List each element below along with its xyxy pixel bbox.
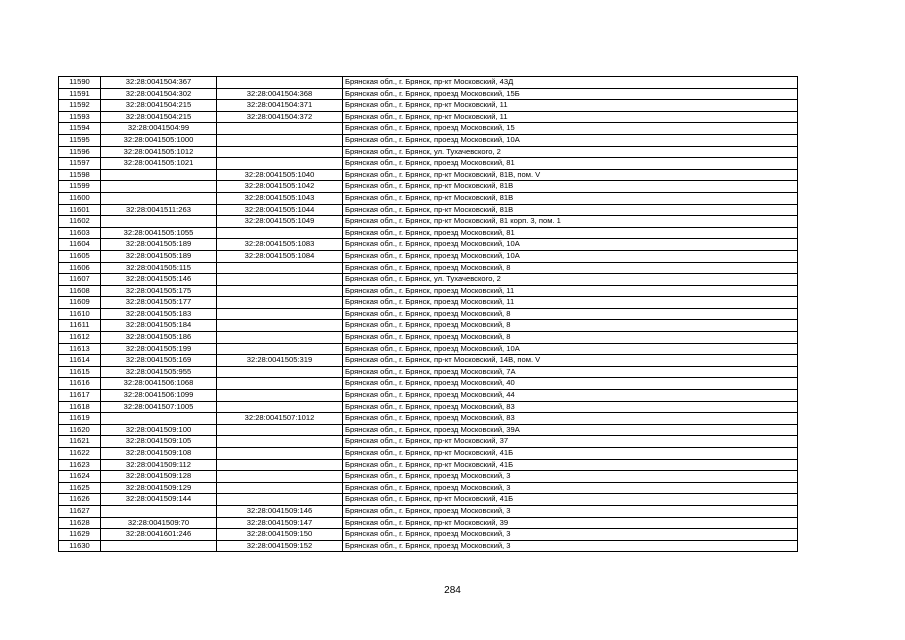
address-cell: Брянская обл., г. Брянск, проезд Московский, 11 — [343, 285, 798, 297]
table-row — [59, 297, 798, 309]
address-cell: Брянская обл., г. Брянск, проезд Московский, 39А — [343, 424, 798, 436]
cadastral-number-cell: 32:28:0041509:105 — [101, 436, 217, 448]
object-cadastral-number-cell — [217, 401, 343, 413]
row-number-cell: 11601 — [59, 204, 101, 216]
cadastral-number-cell: 32:28:0041601:246 — [101, 529, 217, 541]
address-cell: Брянская обл., г. Брянск, проезд Московский, 3 — [343, 505, 798, 517]
register-table — [58, 76, 798, 552]
cadastral-number-cell: 32:28:0041505:955 — [101, 366, 217, 378]
address-cell: Брянская обл., г. Брянск, проезд Московский, 8 — [343, 332, 798, 344]
address-cell: Брянская обл., г. Брянск, проезд Московский, 83 — [343, 401, 798, 413]
address-cell: Брянская обл., г. Брянск, проезд Московский, 3 — [343, 529, 798, 541]
object-cadastral-number-cell — [217, 308, 343, 320]
row-number-cell: 11605 — [59, 250, 101, 262]
table-row — [59, 262, 798, 274]
table-row — [59, 436, 798, 448]
table-row — [59, 517, 798, 529]
row-number-cell: 11590 — [59, 77, 101, 89]
row-number-cell: 11614 — [59, 355, 101, 367]
cadastral-number-cell: 32:28:0041505:183 — [101, 308, 217, 320]
address-cell: Брянская обл., г. Брянск, проезд Московский, 44 — [343, 390, 798, 402]
table-row — [59, 146, 798, 158]
table-row — [59, 401, 798, 413]
cadastral-number-cell: 32:28:0041507:1005 — [101, 401, 217, 413]
address-cell: Брянская обл., г. Брянск, пр-кт Московский, 43Д — [343, 77, 798, 89]
address-cell: Брянская обл., г. Брянск, проезд Московский, 8 — [343, 308, 798, 320]
address-cell: Брянская обл., г. Брянск, пр-кт Московский, 81В — [343, 181, 798, 193]
cadastral-number-cell: 32:28:0041504:367 — [101, 77, 217, 89]
row-number-cell: 11599 — [59, 181, 101, 193]
row-number-cell: 11617 — [59, 390, 101, 402]
address-cell: Брянская обл., г. Брянск, проезд Московский, 10А — [343, 239, 798, 251]
register-table-body — [59, 77, 798, 552]
object-cadastral-number-cell: 32:28:0041505:1043 — [217, 192, 343, 204]
object-cadastral-number-cell — [217, 424, 343, 436]
object-cadastral-number-cell — [217, 77, 343, 89]
row-number-cell: 11603 — [59, 227, 101, 239]
object-cadastral-number-cell: 32:28:0041504:371 — [217, 100, 343, 112]
row-number-cell: 11600 — [59, 192, 101, 204]
address-cell: Брянская обл., г. Брянск, пр-кт Московский, 37 — [343, 436, 798, 448]
cadastral-number-cell: 32:28:0041505:1000 — [101, 134, 217, 146]
cadastral-number-cell: 32:28:0041505:199 — [101, 343, 217, 355]
row-number-cell: 11602 — [59, 216, 101, 228]
cadastral-number-cell: 32:28:0041505:189 — [101, 250, 217, 262]
object-cadastral-number-cell — [217, 134, 343, 146]
address-cell: Брянская обл., г. Брянск, проезд Московский, 3 — [343, 471, 798, 483]
row-number-cell: 11594 — [59, 123, 101, 135]
cadastral-number-cell — [101, 413, 217, 425]
table-row — [59, 494, 798, 506]
table-row — [59, 505, 798, 517]
table-row — [59, 471, 798, 483]
row-number-cell: 11598 — [59, 169, 101, 181]
table-row — [59, 308, 798, 320]
address-cell: Брянская обл., г. Брянск, проезд Московский, 10А — [343, 134, 798, 146]
object-cadastral-number-cell — [217, 285, 343, 297]
row-number-cell: 11606 — [59, 262, 101, 274]
row-number-cell: 11597 — [59, 158, 101, 170]
row-number-cell: 11604 — [59, 239, 101, 251]
object-cadastral-number-cell: 32:28:0041509:146 — [217, 505, 343, 517]
object-cadastral-number-cell — [217, 297, 343, 309]
address-cell: Брянская обл., г. Брянск, проезд Московский, 11 — [343, 297, 798, 309]
cadastral-number-cell — [101, 216, 217, 228]
table-row — [59, 413, 798, 425]
address-cell: Брянская обл., г. Брянск, пр-кт Московский, 11 — [343, 100, 798, 112]
row-number-cell: 11608 — [59, 285, 101, 297]
object-cadastral-number-cell — [217, 343, 343, 355]
object-cadastral-number-cell — [217, 482, 343, 494]
row-number-cell: 11620 — [59, 424, 101, 436]
table-row — [59, 181, 798, 193]
cadastral-number-cell — [101, 505, 217, 517]
cadastral-number-cell — [101, 540, 217, 552]
object-cadastral-number-cell — [217, 274, 343, 286]
object-cadastral-number-cell — [217, 448, 343, 460]
row-number-cell: 11628 — [59, 517, 101, 529]
address-cell: Брянская обл., г. Брянск, пр-кт Московский, 81 корп. 3, пом. 1 — [343, 216, 798, 228]
table-row — [59, 285, 798, 297]
address-cell: Брянская обл., г. Брянск, проезд Московский, 10А — [343, 343, 798, 355]
object-cadastral-number-cell — [217, 366, 343, 378]
table-row — [59, 158, 798, 170]
row-number-cell: 11595 — [59, 134, 101, 146]
object-cadastral-number-cell: 32:28:0041509:150 — [217, 529, 343, 541]
row-number-cell: 11609 — [59, 297, 101, 309]
row-number-cell: 11607 — [59, 274, 101, 286]
table-row — [59, 100, 798, 112]
address-cell: Брянская обл., г. Брянск, проезд Московский, 81 — [343, 158, 798, 170]
address-cell: Брянская обл., г. Брянск, пр-кт Московский, 39 — [343, 517, 798, 529]
cadastral-number-cell: 32:28:0041505:1055 — [101, 227, 217, 239]
object-cadastral-number-cell — [217, 378, 343, 390]
row-number-cell: 11616 — [59, 378, 101, 390]
table-row — [59, 123, 798, 135]
object-cadastral-number-cell: 32:28:0041509:152 — [217, 540, 343, 552]
object-cadastral-number-cell — [217, 459, 343, 471]
row-number-cell: 11612 — [59, 332, 101, 344]
address-cell: Брянская обл., г. Брянск, ул. Тухачевского, 2 — [343, 274, 798, 286]
address-cell: Брянская обл., г. Брянск, проезд Московский, 40 — [343, 378, 798, 390]
object-cadastral-number-cell: 32:28:0041505:1044 — [217, 204, 343, 216]
object-cadastral-number-cell — [217, 494, 343, 506]
object-cadastral-number-cell — [217, 158, 343, 170]
table-row — [59, 529, 798, 541]
table-row — [59, 274, 798, 286]
object-cadastral-number-cell — [217, 146, 343, 158]
table-row — [59, 192, 798, 204]
object-cadastral-number-cell — [217, 123, 343, 135]
address-cell: Брянская обл., г. Брянск, пр-кт Московский, 41Б — [343, 459, 798, 471]
address-cell: Брянская обл., г. Брянск, пр-кт Московский, 14В, пом. V — [343, 355, 798, 367]
address-cell: Брянская обл., г. Брянск, проезд Московский, 83 — [343, 413, 798, 425]
address-cell: Брянская обл., г. Брянск, пр-кт Московский, 81В — [343, 204, 798, 216]
address-cell: Брянская обл., г. Брянск, пр-кт Московский, 81В, пом. V — [343, 169, 798, 181]
cadastral-number-cell: 32:28:0041505:169 — [101, 355, 217, 367]
cadastral-number-cell: 32:28:0041505:1012 — [101, 146, 217, 158]
address-cell: Брянская обл., г. Брянск, ул. Тухачевского, 2 — [343, 146, 798, 158]
row-number-cell: 11627 — [59, 505, 101, 517]
cadastral-number-cell: 32:28:0041505:175 — [101, 285, 217, 297]
table-row — [59, 204, 798, 216]
object-cadastral-number-cell: 32:28:0041504:372 — [217, 111, 343, 123]
table-row — [59, 378, 798, 390]
table-row — [59, 459, 798, 471]
cadastral-number-cell: 32:28:0041505:189 — [101, 239, 217, 251]
table-row — [59, 250, 798, 262]
cadastral-number-cell: 32:28:0041504:302 — [101, 88, 217, 100]
row-number-cell: 11623 — [59, 459, 101, 471]
cadastral-number-cell — [101, 181, 217, 193]
cadastral-number-cell: 32:28:0041506:1068 — [101, 378, 217, 390]
table-row — [59, 320, 798, 332]
address-cell: Брянская обл., г. Брянск, пр-кт Московский, 41Б — [343, 494, 798, 506]
address-cell: Брянская обл., г. Брянск, проезд Московский, 3 — [343, 482, 798, 494]
object-cadastral-number-cell — [217, 262, 343, 274]
cadastral-number-cell: 32:28:0041509:100 — [101, 424, 217, 436]
address-cell: Брянская обл., г. Брянск, проезд Московский, 81 — [343, 227, 798, 239]
row-number-cell: 11611 — [59, 320, 101, 332]
object-cadastral-number-cell — [217, 320, 343, 332]
cadastral-number-cell: 32:28:0041511:263 — [101, 204, 217, 216]
row-number-cell: 11613 — [59, 343, 101, 355]
address-cell: Брянская обл., г. Брянск, проезд Московский, 8 — [343, 262, 798, 274]
row-number-cell: 11629 — [59, 529, 101, 541]
object-cadastral-number-cell — [217, 436, 343, 448]
cadastral-number-cell: 32:28:0041506:1099 — [101, 390, 217, 402]
cadastral-number-cell — [101, 192, 217, 204]
table-row — [59, 390, 798, 402]
row-number-cell: 11624 — [59, 471, 101, 483]
object-cadastral-number-cell: 32:28:0041505:1049 — [217, 216, 343, 228]
cadastral-number-cell: 32:28:0041509:129 — [101, 482, 217, 494]
page-number: 284 — [444, 585, 461, 596]
object-cadastral-number-cell — [217, 471, 343, 483]
address-cell: Брянская обл., г. Брянск, проезд Московский, 8 — [343, 320, 798, 332]
cadastral-number-cell: 32:28:0041505:177 — [101, 297, 217, 309]
cadastral-number-cell: 32:28:0041504:215 — [101, 100, 217, 112]
object-cadastral-number-cell — [217, 227, 343, 239]
cadastral-number-cell: 32:28:0041505:186 — [101, 332, 217, 344]
table-row — [59, 343, 798, 355]
cadastral-number-cell: 32:28:0041504:215 — [101, 111, 217, 123]
address-cell: Брянская обл., г. Брянск, пр-кт Московский, 81В — [343, 192, 798, 204]
cadastral-number-cell: 32:28:0041509:70 — [101, 517, 217, 529]
object-cadastral-number-cell: 32:28:0041505:1084 — [217, 250, 343, 262]
table-row — [59, 111, 798, 123]
table-row — [59, 424, 798, 436]
row-number-cell: 11615 — [59, 366, 101, 378]
table-row — [59, 88, 798, 100]
object-cadastral-number-cell: 32:28:0041505:319 — [217, 355, 343, 367]
address-cell: Брянская обл., г. Брянск, пр-кт Московский, 41Б — [343, 448, 798, 460]
cadastral-number-cell — [101, 169, 217, 181]
object-cadastral-number-cell: 32:28:0041504:368 — [217, 88, 343, 100]
table-row — [59, 482, 798, 494]
object-cadastral-number-cell: 32:28:0041505:1040 — [217, 169, 343, 181]
object-cadastral-number-cell: 32:28:0041505:1042 — [217, 181, 343, 193]
row-number-cell: 11626 — [59, 494, 101, 506]
row-number-cell: 11610 — [59, 308, 101, 320]
table-row — [59, 448, 798, 460]
address-cell: Брянская обл., г. Брянск, проезд Московский, 15 — [343, 123, 798, 135]
cadastral-number-cell: 32:28:0041509:112 — [101, 459, 217, 471]
table-row — [59, 332, 798, 344]
row-number-cell: 11591 — [59, 88, 101, 100]
row-number-cell: 11596 — [59, 146, 101, 158]
address-cell: Брянская обл., г. Брянск, проезд Московский, 10А — [343, 250, 798, 262]
row-number-cell: 11618 — [59, 401, 101, 413]
cadastral-number-cell: 32:28:0041509:128 — [101, 471, 217, 483]
cadastral-number-cell: 32:28:0041505:115 — [101, 262, 217, 274]
row-number-cell: 11619 — [59, 413, 101, 425]
address-cell: Брянская обл., г. Брянск, проезд Московский, 15Б — [343, 88, 798, 100]
object-cadastral-number-cell: 32:28:0041509:147 — [217, 517, 343, 529]
table-row — [59, 239, 798, 251]
table-row — [59, 169, 798, 181]
row-number-cell: 11622 — [59, 448, 101, 460]
table-row — [59, 227, 798, 239]
object-cadastral-number-cell: 32:28:0041507:1012 — [217, 413, 343, 425]
table-row — [59, 366, 798, 378]
row-number-cell: 11630 — [59, 540, 101, 552]
object-cadastral-number-cell: 32:28:0041505:1083 — [217, 239, 343, 251]
cadastral-number-cell: 32:28:0041509:108 — [101, 448, 217, 460]
address-cell: Брянская обл., г. Брянск, проезд Московский, 7А — [343, 366, 798, 378]
object-cadastral-number-cell — [217, 390, 343, 402]
cadastral-number-cell: 32:28:0041509:144 — [101, 494, 217, 506]
row-number-cell: 11625 — [59, 482, 101, 494]
cadastral-number-cell: 32:28:0041505:1021 — [101, 158, 217, 170]
table-row — [59, 77, 798, 89]
row-number-cell: 11593 — [59, 111, 101, 123]
row-number-cell: 11592 — [59, 100, 101, 112]
address-cell: Брянская обл., г. Брянск, проезд Московский, 3 — [343, 540, 798, 552]
table-row — [59, 216, 798, 228]
address-cell: Брянская обл., г. Брянск, пр-кт Московский, 11 — [343, 111, 798, 123]
object-cadastral-number-cell — [217, 332, 343, 344]
table-row — [59, 540, 798, 552]
table-row — [59, 355, 798, 367]
row-number-cell: 11621 — [59, 436, 101, 448]
cadastral-number-cell: 32:28:0041504:99 — [101, 123, 217, 135]
table-row — [59, 134, 798, 146]
cadastral-number-cell: 32:28:0041505:184 — [101, 320, 217, 332]
cadastral-number-cell: 32:28:0041505:146 — [101, 274, 217, 286]
